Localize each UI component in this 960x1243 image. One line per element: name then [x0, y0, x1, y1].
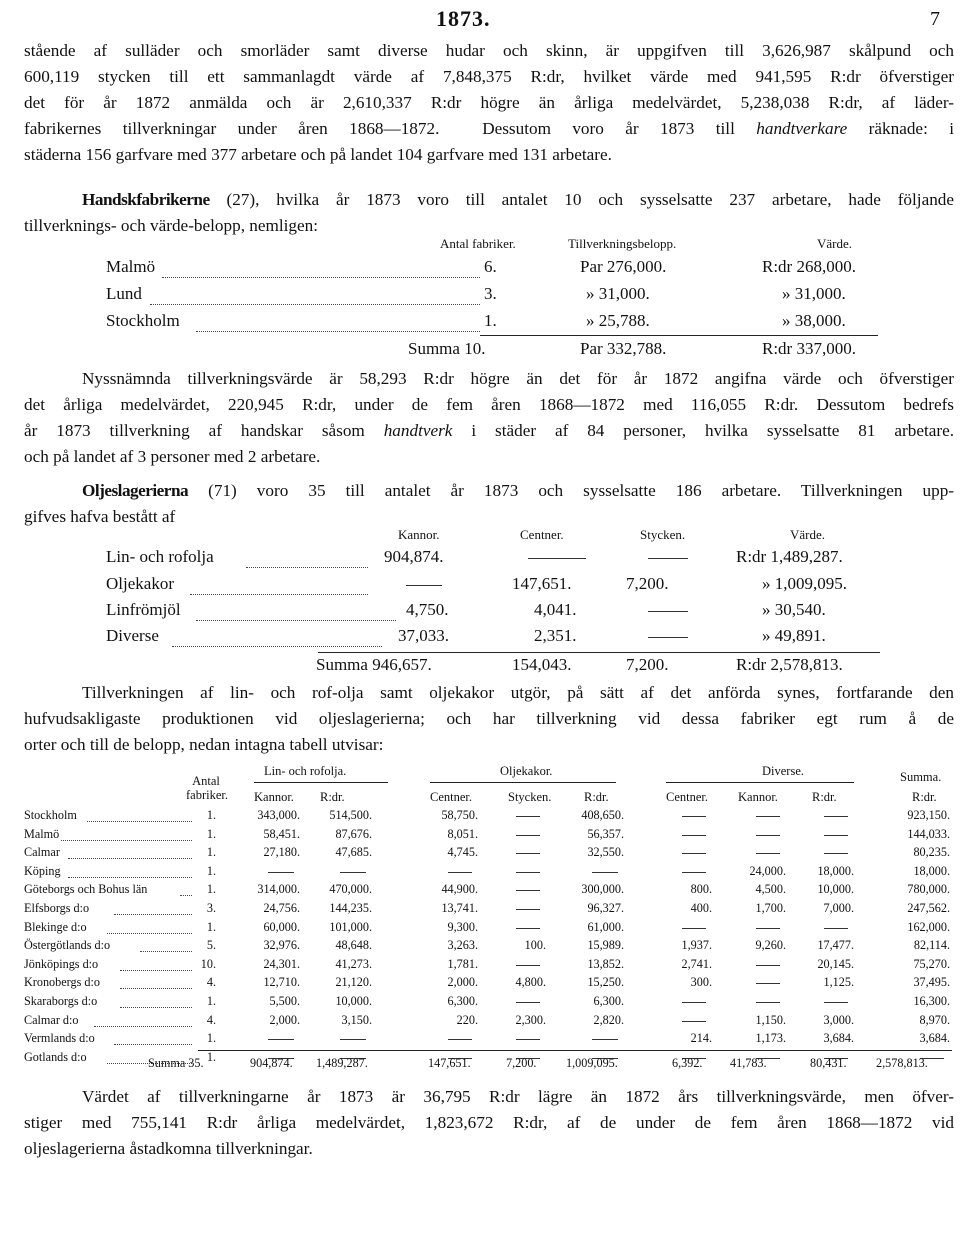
empty-dash [516, 835, 540, 836]
empty-dash [824, 853, 848, 854]
emphasis-text: handtverk [383, 421, 453, 440]
table-cell: 87,676. [335, 826, 372, 841]
table-cell: » 38,000. [782, 311, 846, 330]
table-cell: 4,745. [447, 845, 478, 860]
table-cell: » 31,000. [586, 284, 650, 303]
empty-dash [682, 1021, 706, 1022]
table-cell: 5. [206, 938, 216, 953]
row-label: Linfrömjöl [106, 600, 181, 619]
table-cell: 15,989. [587, 938, 624, 953]
table-cell: 96,327. [587, 901, 624, 915]
table-cell: 27,180. [263, 845, 300, 860]
table-cell: 58,451. [263, 826, 300, 841]
sum-cell: 1,489,287. [316, 1056, 368, 1070]
table-cell: 100. [524, 938, 546, 953]
empty-dash [340, 872, 366, 873]
text-line-mixed [24, 116, 954, 142]
row-label: Oljekakor [106, 574, 174, 593]
dot-leader [190, 594, 368, 595]
table-cell: 80,235. [913, 845, 950, 860]
table-cell: 24,301. [263, 956, 300, 971]
table-cell: 101,000. [329, 919, 372, 934]
table-cell: 3,684. [919, 1031, 950, 1046]
sum-cell: Summa 10. [408, 339, 486, 358]
empty-dash [268, 872, 294, 873]
text-segment: (27), hvilka år 1873 voro till antalet 10 och sysselsatte 237 arbetare, hade följande [226, 190, 955, 209]
row-label: Skaraborgs d:o [24, 994, 98, 1008]
text-line: Tillverkningen af lin- och rof-olja samt oljekakor utgör, på sätt af det anförda synes, fortfarande den [82, 683, 954, 702]
paragraph-oil-value [24, 1084, 954, 1162]
row-label: Malmö [24, 826, 60, 841]
text-line-mixed [24, 187, 954, 213]
sum-cell: Par 332,788. [580, 339, 667, 358]
dot-leader [246, 567, 368, 568]
empty-dash [448, 1039, 472, 1040]
table-cell: 2,741. [681, 956, 712, 971]
dot-leader [61, 840, 192, 841]
sum-cell: 154,043. [512, 655, 572, 674]
empty-dash [756, 853, 780, 854]
table-cell: 13,852. [587, 956, 624, 971]
table-cell: 247,562. [907, 901, 950, 915]
dot-leader [114, 914, 192, 915]
text-line: hufvudsakligaste produktionen vid oljeslagerierna; och har tillverkning vid dessa fabriker egt rum å de [24, 709, 954, 728]
empty-dash [592, 872, 618, 873]
table-cell: 8,970. [919, 1012, 950, 1027]
text-segment: i städer af 84 personer, hvilka sysselsatte 81 arbetare. [471, 421, 955, 440]
page-number: 7 [930, 8, 940, 30]
sum-cell: 2,578,813. [876, 1056, 928, 1070]
empty-dash [756, 965, 780, 966]
text-line: 600,119 stycken till ett sammanlagdt värde af 7,848,375 R:dr, hvilket värde med 941,595 R:dr öfverstiger [24, 67, 954, 86]
empty-dash [756, 983, 780, 984]
col-header: Stycken. [508, 790, 552, 804]
table-cell: 2,000. [447, 975, 478, 990]
col-header: Kannor. [738, 790, 778, 804]
empty-dash [592, 1039, 618, 1040]
table-cell: 3,000. [823, 1012, 854, 1027]
dot-leader [94, 1026, 192, 1027]
table-cell: 18,000. [817, 863, 854, 878]
table-cell: 1. [206, 882, 216, 897]
dot-leader [114, 1044, 192, 1045]
table-cell: 32,976. [263, 938, 300, 953]
table-cell: 10,000. [335, 994, 372, 1008]
table-cell: 20,145. [817, 956, 854, 971]
table-cell: 6. [484, 257, 497, 276]
empty-dash [528, 558, 586, 559]
text-line: det årliga medelvärdet, 220,945 R:dr, under de fem åren 1868—1872 med 116,055 R:dr. Dessutom bedrefs [24, 395, 954, 414]
text-segment: (71) voro 35 till antalet år 1873 och sysselsatte 186 arbetare. Tillverkningen upp- [208, 481, 955, 500]
text-line: orter och till de belopp, nedan intagna tabell utvisar: [24, 735, 384, 754]
table-cell: 37,495. [913, 975, 950, 990]
dot-leader [196, 620, 396, 621]
empty-dash [682, 853, 706, 854]
col-header: R:dr. [812, 790, 837, 804]
col-header: Centner. [520, 527, 564, 542]
empty-dash [516, 890, 540, 891]
sum-cell: 41,783. [730, 1056, 767, 1070]
table-cell: 2,000. [269, 1012, 300, 1027]
emphasis-text: handtverkare [756, 119, 848, 138]
page-year: 1873. [436, 6, 491, 31]
text-segment: fabrikernes tillverkningar under åren 1868—1872. [24, 119, 440, 138]
dot-leader [150, 304, 480, 305]
group-header: Summa. [900, 770, 942, 784]
sum-cell: 1,009,095. [566, 1056, 618, 1070]
group-header: Lin- och rofolja. [264, 764, 347, 778]
dot-leader [107, 933, 192, 934]
table-cell: 1. [206, 1049, 216, 1064]
dot-leader [196, 331, 480, 332]
sum-cell: R:dr 2,578,813. [736, 655, 843, 674]
empty-dash [516, 965, 540, 966]
section-heading: Handskfabrikerne [82, 190, 210, 209]
table-cell: 16,300. [913, 994, 950, 1008]
dot-leader [172, 646, 382, 647]
dot-leader [120, 1007, 192, 1008]
sum-rule [198, 1050, 952, 1051]
paragraph-oil-production [24, 680, 954, 758]
row-label: Stockholm [24, 808, 77, 822]
text-line-mixed [24, 418, 954, 444]
section-heading: Oljeslagerierna [82, 481, 189, 500]
table-cell: 37,033. [398, 626, 449, 645]
table-cell: Par 276,000. [580, 257, 667, 276]
table-cell: 314,000. [257, 882, 300, 897]
sum-cell: 7,200. [626, 655, 669, 674]
table-cell: 3,150. [341, 1012, 372, 1027]
sum-rule [318, 652, 880, 653]
table-cell: 4,041. [534, 600, 577, 619]
text-line-mixed [24, 478, 954, 504]
empty-dash [648, 611, 688, 612]
table-cell: 147,651. [512, 574, 572, 593]
empty-dash [682, 835, 706, 836]
empty-dash [516, 928, 540, 929]
empty-dash [448, 872, 472, 873]
empty-dash [516, 816, 540, 817]
row-label: Vermlands d:o [24, 1031, 95, 1046]
table-cell: 1,781. [447, 956, 478, 971]
table-cell: 300,000. [581, 882, 624, 897]
table-cell: 9,300. [447, 919, 478, 934]
text-line: tillverknings- och värde-belopp, nemligen: [24, 216, 319, 235]
table-cell: 1. [206, 845, 216, 860]
empty-dash [682, 1002, 706, 1003]
dot-leader [162, 277, 480, 278]
table-cell: 1. [206, 994, 216, 1008]
sum-label: Summa 35. [148, 1056, 204, 1070]
table-cell: 4. [206, 975, 216, 990]
text-line: Värdet af tillverkningarne år 1873 är 36,795 R:dr lägre än 1872 års tillverkningsvärde, men öfver- [82, 1087, 954, 1106]
table-cell: 2,351. [534, 626, 577, 645]
empty-dash [516, 853, 540, 854]
row-label: Gotlands d:o [24, 1049, 87, 1064]
col-header: R:dr. [584, 790, 609, 804]
sum-cell: R:dr 337,000. [762, 339, 856, 358]
col-header: Värde. [790, 527, 826, 542]
table-cell: 10. [200, 956, 216, 971]
group-header: Oljekakor. [500, 764, 553, 778]
table-cell: 1. [484, 311, 497, 330]
table-cell: 4. [206, 1012, 216, 1027]
empty-dash [648, 558, 688, 559]
text-line: stiger med 755,141 R:dr årliga medelvärdet, 1,823,672 R:dr, af de under de fem åren 1868—1872 vid [24, 1113, 954, 1132]
table-cell: 1. [206, 1031, 216, 1046]
group-rule [254, 782, 388, 783]
table-cell: 8,051. [447, 826, 478, 841]
table-cell: 1. [206, 826, 216, 841]
table-cell: 4,750. [406, 600, 449, 619]
table-cell: 1,150. [755, 1012, 786, 1027]
table-cell: 343,000. [257, 808, 300, 822]
dot-leader [68, 858, 192, 859]
table-cell: » 31,000. [782, 284, 846, 303]
table-cell: 144,235. [329, 901, 372, 915]
table-cell: R:dr 268,000. [762, 257, 856, 276]
table-cell: 4,800. [515, 975, 546, 990]
row-label: Kronobergs d:o [24, 975, 100, 990]
table-cell: 408,650. [581, 808, 624, 822]
col-header: Antal fabriker. [440, 236, 516, 251]
table-cell: 7,200. [626, 574, 669, 593]
table-cell: 13,741. [441, 901, 478, 915]
empty-dash [516, 1002, 540, 1003]
paragraph-leather [24, 38, 954, 168]
row-label: Elfsborgs d:o [24, 901, 90, 915]
dot-leader [87, 821, 192, 822]
paragraph-oil-mills [24, 478, 954, 530]
table-cell: 214. [690, 1031, 712, 1046]
table-cell: 300. [690, 975, 712, 990]
sum-cell: 904,874. [250, 1056, 293, 1070]
table-cell: 6,300. [593, 994, 624, 1008]
empty-dash [682, 872, 706, 873]
table-cell: » 30,540. [762, 600, 826, 619]
col-header: R:dr. [320, 790, 345, 804]
table-cell: 1,937. [681, 938, 712, 953]
col-header: Kannor. [254, 790, 294, 804]
table-cell: 3. [206, 901, 216, 915]
table-cell: 47,685. [335, 845, 372, 860]
table-cell: 1,700. [755, 901, 786, 915]
table-cell: 21,120. [335, 975, 372, 990]
table-cell: 2,820. [593, 1012, 624, 1027]
table-cell: 400. [690, 901, 712, 915]
table-cell: 18,000. [913, 863, 950, 878]
table-cell: » 1,009,095. [762, 574, 847, 593]
empty-dash [406, 585, 442, 586]
table-cell: » 25,788. [586, 311, 650, 330]
table-cell: 923,150. [907, 808, 950, 822]
text-segment: år 1873 tillverkning af handskar såsom [24, 421, 365, 440]
dot-leader [180, 895, 192, 896]
group-rule [430, 782, 616, 783]
table-cell: 7,000. [823, 901, 854, 915]
table-cell: 1. [206, 863, 216, 878]
paragraph-gloves-value [24, 366, 954, 470]
paragraph-gloves [24, 187, 954, 239]
row-label: Blekinge d:o [24, 919, 87, 934]
col-header: Stycken. [640, 527, 686, 542]
table-cell: 4,500. [755, 882, 786, 897]
table-cell: 12,710. [263, 975, 300, 990]
table-cell: 780,000. [907, 882, 950, 897]
row-label: Östergötlands d:o [24, 938, 111, 953]
table-cell: 32,550. [587, 845, 624, 860]
col-header: Tillverkningsbelopp. [568, 236, 677, 251]
table-cell: 17,477. [817, 938, 854, 953]
row-label: Lund [106, 284, 142, 303]
table-cell: 1. [206, 919, 216, 934]
table-cell: 48,648. [335, 938, 372, 953]
table-cell: 144,033. [907, 826, 950, 841]
sum-rule [480, 335, 878, 336]
row-label: Lin- och rofolja [106, 547, 214, 566]
dot-leader [68, 877, 192, 878]
row-label: Diverse [106, 626, 159, 645]
table-cell: 3. [484, 284, 497, 303]
col-header: R:dr. [912, 790, 937, 804]
table-cell: 5,500. [269, 994, 300, 1008]
empty-dash [824, 928, 848, 929]
empty-dash [516, 909, 540, 910]
row-label: Köping [24, 863, 61, 878]
table-cell: 3,263. [447, 938, 478, 953]
table-cell: 9,260. [755, 938, 786, 953]
empty-dash [648, 637, 688, 638]
table-cell: 44,900. [441, 882, 478, 897]
empty-dash [756, 928, 780, 929]
text-segment: Dessutom voro år 1873 till [482, 119, 735, 138]
row-label: Malmö [106, 257, 156, 276]
empty-dash [824, 1002, 848, 1003]
table-cell: 1. [206, 808, 216, 822]
table-cell: 60,000. [263, 919, 300, 934]
sum-cell: 147,651. [428, 1056, 471, 1070]
group-header: Diverse. [762, 764, 804, 778]
table-cell: 1,125. [823, 975, 854, 990]
table-cell: » 49,891. [762, 626, 826, 645]
empty-dash [682, 816, 706, 817]
row-label: Stockholm [106, 311, 180, 330]
table-cell: 3,684. [823, 1031, 854, 1046]
table-cell: 1,173. [755, 1031, 786, 1046]
table-cell: 15,250. [587, 975, 624, 990]
row-label: Calmar [24, 845, 60, 860]
text-line: Nyssnämnda tillverkningsvärde är 58,293 R:dr högre än det för år 1872 angifna värde och öfverstiger [82, 369, 954, 388]
empty-dash [682, 928, 706, 929]
table-cell: 82,114. [913, 938, 950, 953]
empty-dash [756, 1002, 780, 1003]
sum-cell: 6,392. [672, 1056, 703, 1070]
empty-dash [340, 1039, 366, 1040]
group-rule [666, 782, 854, 783]
empty-dash [824, 816, 848, 817]
col-header: Antal fabriker. [186, 774, 228, 802]
empty-dash [516, 1039, 540, 1040]
text-line: oljeslagerierna åstadkomna tillverkningar. [24, 1139, 313, 1158]
dot-leader [120, 970, 192, 971]
sum-cell: Summa 946,657. [316, 655, 432, 674]
table-cell: 220. [456, 1012, 478, 1027]
table-cell: 61,000. [587, 919, 624, 934]
text-line: städerna 156 garfvare med 377 arbetare och på landet 104 garfvare med 131 arbetare. [24, 145, 612, 164]
sum-cell: 80,431. [810, 1056, 847, 1070]
table-cell: 162,000. [907, 919, 950, 934]
text-line: gifves hafva bestått af [24, 507, 176, 526]
table-cell: R:dr 1,489,287. [736, 547, 843, 566]
table-cell: 10,000. [817, 882, 854, 897]
table-cell: 800. [690, 882, 712, 897]
text-line: det för år 1872 anmälda och är 2,610,337 R:dr högre än årliga medelvärdet, 5,238,038 R:dr, af läder- [24, 93, 954, 112]
table-cell: 470,000. [329, 882, 372, 897]
table-cell: 904,874. [384, 547, 444, 566]
row-label: Jönköpings d:o [24, 956, 99, 971]
text-line: stående af sulläder och smorläder samt diverse hudar och skinn, är uppgifven till 3,626,987 skålpund och [24, 41, 954, 60]
col-header: Centner. [666, 790, 709, 804]
table-cell: 58,750. [441, 808, 478, 822]
table-cell: 24,000. [749, 863, 786, 878]
empty-dash [756, 816, 780, 817]
table-cell: 6,300. [447, 994, 478, 1008]
table-cell: 41,273. [335, 956, 372, 971]
empty-dash [516, 872, 540, 873]
text-line: och på landet af 3 personer med 2 arbetare. [24, 447, 321, 466]
col-header: Centner. [430, 790, 473, 804]
empty-dash [756, 835, 780, 836]
col-header: Kannor. [398, 527, 440, 542]
text-segment: räknade: i [868, 119, 955, 138]
table-cell: 56,357. [587, 826, 624, 841]
col-header: Värde. [817, 236, 853, 251]
table-cell: 2,300. [515, 1012, 546, 1027]
row-label: Calmar d:o [24, 1012, 79, 1027]
dot-leader [140, 951, 192, 952]
empty-dash [268, 1039, 294, 1040]
empty-dash [824, 835, 848, 836]
row-label: Göteborgs och Bohus län [24, 882, 148, 897]
sum-cell: 7,200. [506, 1056, 537, 1070]
table-cell: 75,270. [913, 956, 950, 971]
dot-leader [120, 988, 192, 989]
table-cell: 514,500. [329, 808, 372, 822]
table-cell: 24,756. [263, 901, 300, 915]
